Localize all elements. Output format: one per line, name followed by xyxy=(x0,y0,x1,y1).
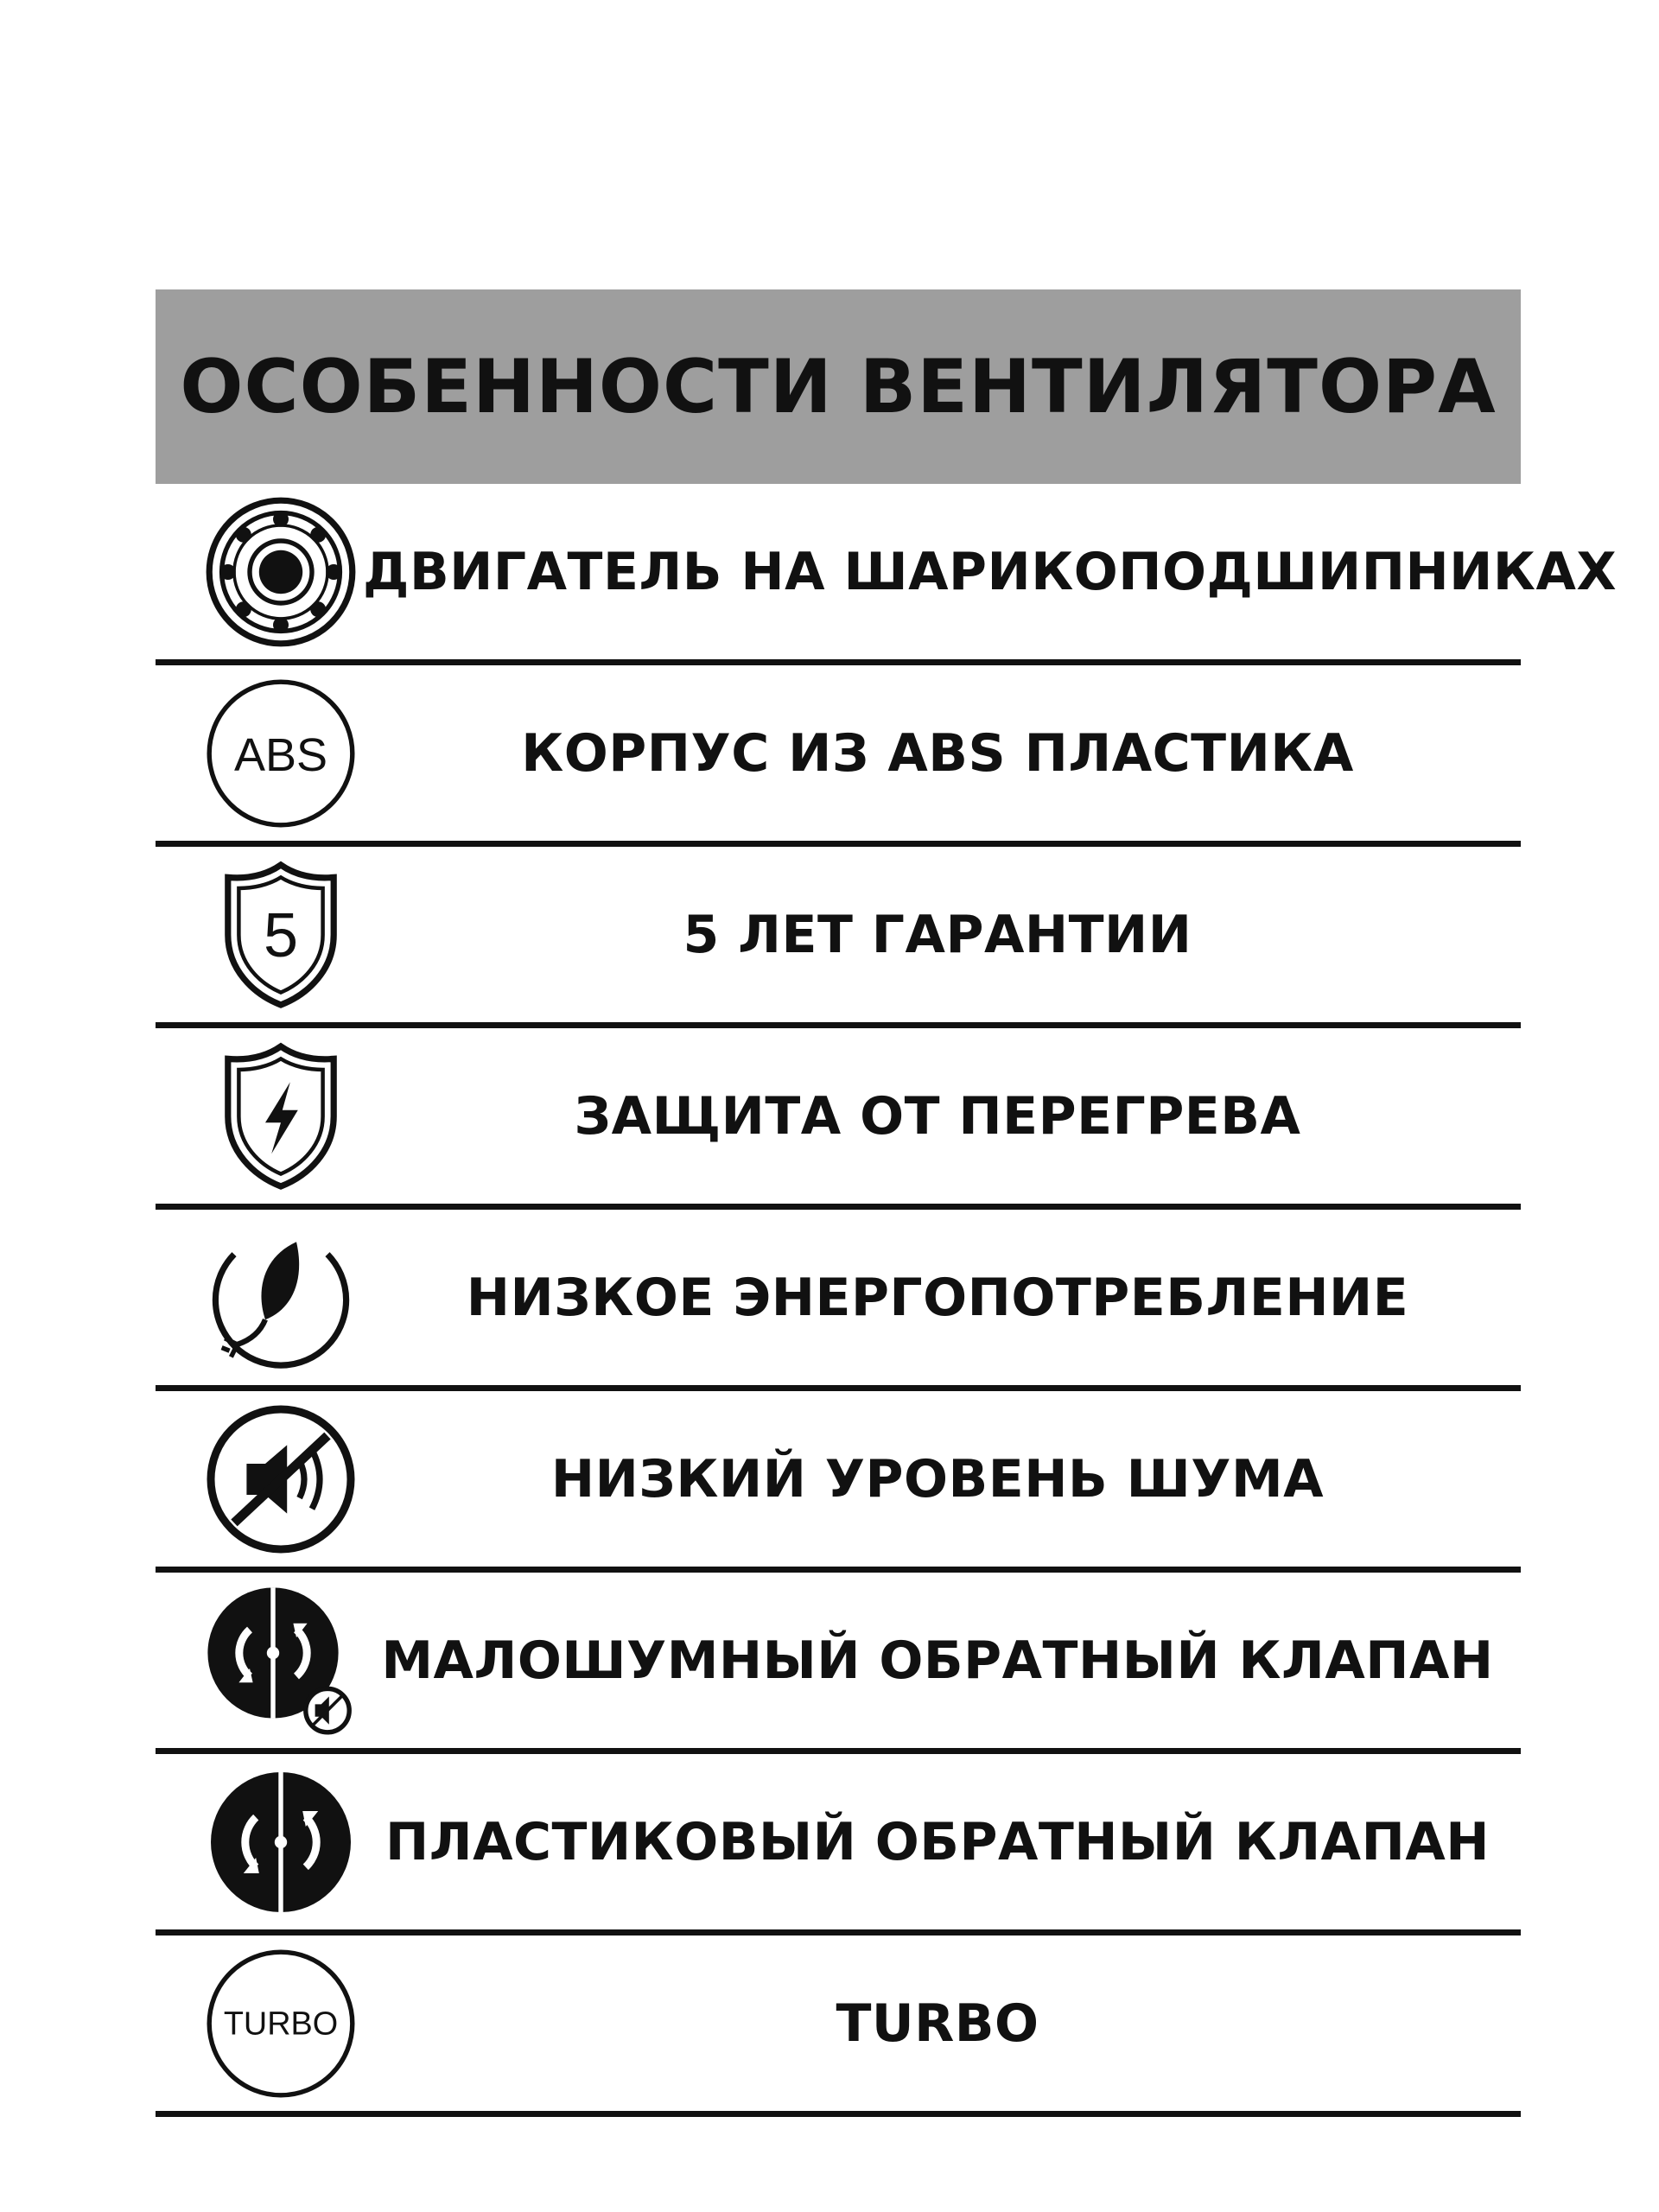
feature-label: ДВИГАТЕЛЬ НА ШАРИКОПОДШИПНИКАХ xyxy=(363,541,1618,602)
shield-lightning-icon xyxy=(199,1034,363,1198)
shield-5-icon xyxy=(199,853,363,1017)
feature-row-quiet-valve xyxy=(156,1573,1521,1754)
feature-row-overheat xyxy=(156,1028,1521,1210)
check-valve-icon xyxy=(199,1760,363,1924)
feature-row-bearing xyxy=(156,484,1618,665)
check-valve-quiet-icon xyxy=(199,1579,363,1743)
features-panel xyxy=(156,289,1618,2117)
turbo-icon-text: TURBO xyxy=(223,2005,339,2043)
abs-icon xyxy=(199,671,363,836)
features-header xyxy=(156,289,1521,484)
feature-label: ЗАЩИТА ОТ ПЕРЕГРЕВА xyxy=(574,1085,1301,1147)
feature-label: КОРПУС ИЗ ABS ПЛАСТИКА xyxy=(521,722,1354,784)
feature-row-warranty xyxy=(156,847,1521,1028)
page-title: ОСОБЕННОСТИ ВЕНТИЛЯТОРА xyxy=(180,343,1497,430)
feature-row-turbo xyxy=(156,1936,1521,2117)
feature-label: НИЗКИЙ УРОВЕНЬ ШУМА xyxy=(550,1448,1325,1510)
feature-row-low-power xyxy=(156,1210,1521,1391)
leaf-plug-icon xyxy=(199,1216,363,1380)
feature-row-plastic-valve xyxy=(156,1754,1521,1936)
feature-label: ПЛАСТИКОВЫЙ ОБРАТНЫЙ КЛАПАН xyxy=(385,1811,1490,1872)
feature-label: TURBO xyxy=(836,1993,1039,2054)
feature-label: НИЗКОЕ ЭНЕРГОПОТРЕБЛЕНИЕ xyxy=(466,1267,1409,1328)
shield-5-icon-text: 5 xyxy=(263,900,299,970)
feature-label: МАЛОШУМНЫЙ ОБРАТНЫЙ КЛАПАН xyxy=(381,1630,1494,1691)
ball-bearing-icon xyxy=(199,490,363,654)
abs-icon-text: ABS xyxy=(233,728,328,781)
speaker-muted-icon xyxy=(199,1397,363,1561)
feature-row-low-noise xyxy=(156,1391,1521,1573)
turbo-icon xyxy=(199,1942,363,2106)
feature-row-abs xyxy=(156,665,1521,847)
feature-label: 5 ЛЕТ ГАРАНТИИ xyxy=(683,904,1192,965)
